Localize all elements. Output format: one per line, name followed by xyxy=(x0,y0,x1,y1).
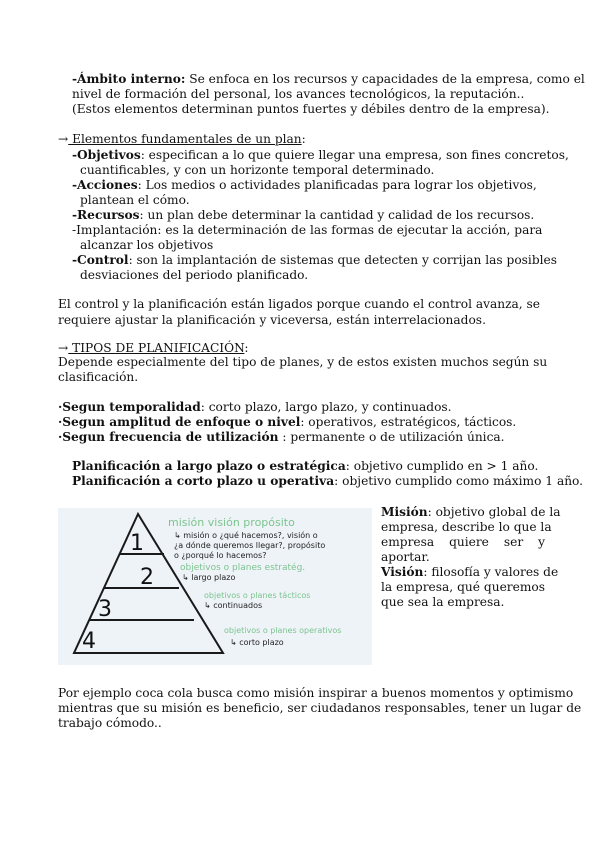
bullet-amplitud: ·Segun amplitud de enfoque o nivel: operativos, estratégicos, tácticos. xyxy=(58,415,517,429)
plazo-corto: Planificación a corto plazo u operativa: objetivo cumplido como máximo 1 año. xyxy=(72,474,584,488)
pyramid-svg xyxy=(58,508,372,665)
ejemplo-line-2: mientras que su misión es beneficio, ser ciudadanos responsables, tener un lugar de xyxy=(58,701,582,715)
level-3-number: 3 xyxy=(98,597,112,622)
mision-line-4: aportar. xyxy=(381,550,430,564)
tipos-intro-1: Depende especialmente del tipo de planes, y de estos existen muchos según su xyxy=(58,355,548,369)
note-q3: o ¿porqué lo hacemos? xyxy=(174,551,267,560)
mision-line-2: empresa, describe lo que la xyxy=(381,520,552,534)
item-control-cont: desviaciones del periodo planificado. xyxy=(80,268,309,282)
note-estrategicos: objetivos o planes estratég. xyxy=(180,563,306,573)
item-control: -Control: son la implantación de sistemas que detecten y corrijan las posibles xyxy=(72,253,557,267)
ambito-line-1: -Ámbito interno: Se enfoca en los recursos y capacidades de la empresa, como el xyxy=(72,72,585,86)
level-2-number: 2 xyxy=(140,565,154,590)
note-tacticos: objetivos o planes tácticos xyxy=(204,591,311,600)
note-mision-vision: misión visión propósito xyxy=(168,516,295,529)
note-operativos: objetivos o planes operativos xyxy=(224,626,342,635)
control-para-line-2: requiere ajustar la planificación y viceversa, están interrelacionados. xyxy=(58,313,486,327)
mision-line-3: empresa quiere ser y xyxy=(381,535,545,549)
item-objetivos-cont: cuantificables, y con un horizonte temporal determinado. xyxy=(80,163,435,177)
bullet-temporalidad: ·Segun temporalidad: corto plazo, largo plazo, y continuados. xyxy=(58,400,452,414)
ejemplo-line-1: Por ejemplo coca cola busca como misión inspirar a buenos momentos y optimismo xyxy=(58,686,574,700)
tipos-heading: → TIPOS DE PLANIFICACIÓN: xyxy=(58,341,249,355)
arrow-icon: → xyxy=(58,341,69,355)
tipos-intro-2: clasificación. xyxy=(58,370,139,384)
plazo-largo: Planificación a largo plazo o estratégica: objetivo cumplido en > 1 año. xyxy=(72,459,539,473)
item-implantacion: -Implantación: es la determinación de las formas de ejecutar la acción, para xyxy=(72,223,543,237)
pyramid-figure xyxy=(58,508,372,665)
item-acciones-cont: plantean el cómo. xyxy=(80,193,190,207)
vision-line-1: Visión: filosofía y valores de xyxy=(381,565,559,579)
note-largo-plazo: ↳ largo plazo xyxy=(182,573,236,582)
control-para-line-1: El control y la planificación están ligados porque cuando el control avanza, se xyxy=(58,297,541,311)
note-continuados: ↳ continuados xyxy=(204,601,263,610)
arrow-icon: → xyxy=(58,132,69,146)
level-4-number: 4 xyxy=(82,629,96,654)
vision-line-2: la empresa, qué queremos xyxy=(381,580,545,594)
vision-line-3: que sea la empresa. xyxy=(381,595,505,609)
note-corto-plazo: ↳ corto plazo xyxy=(230,638,284,647)
elementos-heading: → Elementos fundamentales de un plan: xyxy=(58,132,306,146)
ambito-note: (Estos elementos determinan puntos fuertes y débiles dentro de la empresa). xyxy=(72,102,550,116)
item-implantacion-cont: alcanzar los objetivos xyxy=(80,238,214,252)
mision-line-1: Misión: objetivo global de la xyxy=(381,505,561,519)
note-q2: ¿a dónde queremos llegar?, propósito xyxy=(174,541,326,550)
note-q1: ↳ misión o ¿qué hacemos?, visión o xyxy=(174,531,318,540)
level-1-number: 1 xyxy=(130,531,144,556)
bullet-frecuencia: ·Segun frecuencia de utilización : permanente o de utilización única. xyxy=(58,430,505,444)
item-recursos: -Recursos: un plan debe determinar la cantidad y calidad de los recursos. xyxy=(72,208,535,222)
item-objetivos: -Objetivos: especifican a lo que quiere llegar una empresa, son fines concretos, xyxy=(72,148,569,162)
item-acciones: -Acciones: Los medios o actividades planificadas para lograr los objetivos, xyxy=(72,178,537,192)
ambito-line-2: nivel de formación del personal, los avances tecnológicos, la reputación.. xyxy=(72,87,525,101)
ejemplo-line-3: trabajo cómodo.. xyxy=(58,716,162,730)
